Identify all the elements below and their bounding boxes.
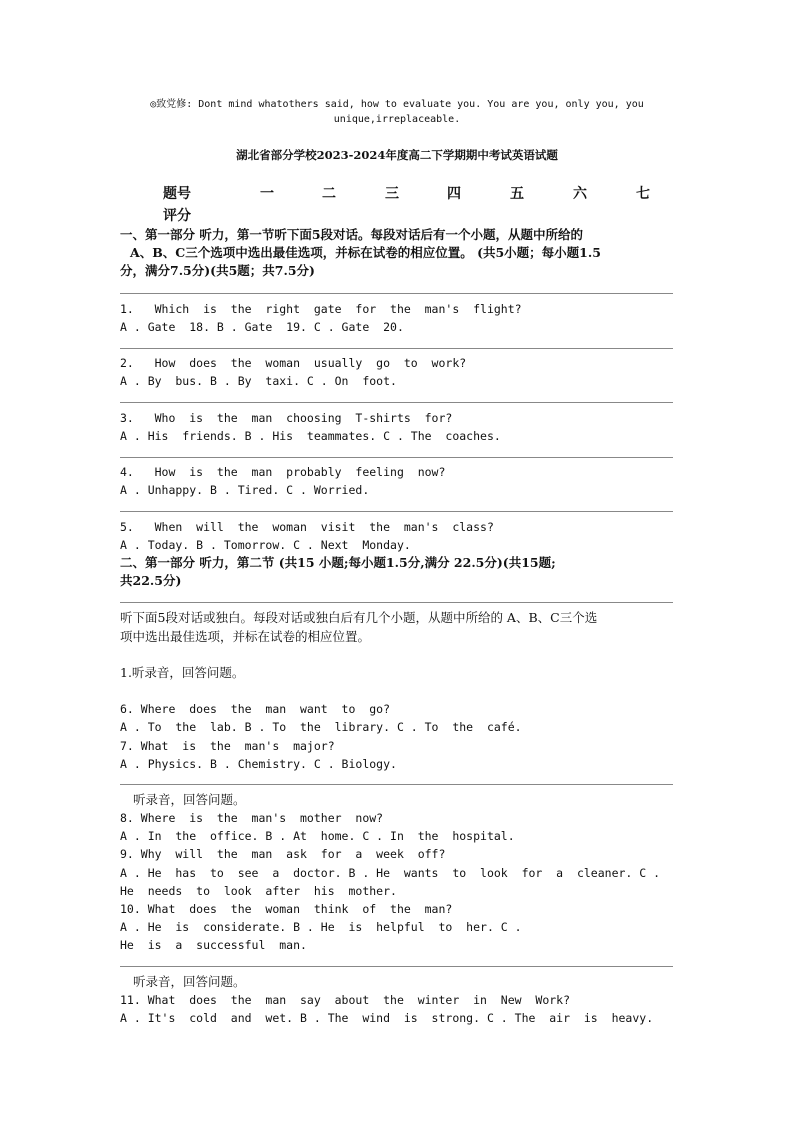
group2-line: He needs to look after his mother.: [120, 884, 397, 898]
section2-instruction-line1: 听下面5段对话或独白。每段对话或独白后有几个小题，从题中所给的 A、B、C三个选: [120, 610, 598, 625]
group2-line: 9. Why will the man ask for a week off?: [120, 847, 446, 861]
divider: [120, 602, 673, 603]
question-4: 4. How is the man probably feeling now?: [120, 465, 446, 479]
score-col-5: 五: [510, 186, 524, 202]
divider: [120, 457, 673, 458]
section1-heading-line3: 分，满分7.5分)(共5题；共7.5分): [120, 263, 315, 278]
score-col-1: 一: [260, 186, 274, 202]
score-table: [163, 183, 663, 203]
score-row-label: 评分: [163, 208, 191, 224]
group2-line: 10. What does the woman think of the man?: [120, 902, 453, 916]
question-6: 6. Where does the man want to go?: [120, 702, 391, 716]
score-col-6: 六: [573, 186, 587, 202]
group2-line: He is a successful man.: [120, 938, 307, 952]
section1-heading-line2: A、B、C三个选项中选出最佳选项，并标在试卷的相应位置。 (共5小题；每小题1.5: [130, 245, 601, 260]
question-3: 3. Who is the man choosing T-shirts for?: [120, 411, 453, 425]
score-col-7: 七: [636, 186, 650, 202]
group2-line: A . He has to see a doctor. B . He wants to look for a cleaner. C .: [120, 866, 661, 880]
question-5-options: A . Today. B . Tomorrow. C . Next Monday.: [120, 538, 411, 552]
question-2: 2. How does the woman usually go to work?: [120, 356, 467, 370]
section2-instruction-line2: 项中选出最佳选项，并标在试卷的相应位置。: [120, 629, 371, 644]
group2-line: A . He is considerate. B . He is helpful to her. C .: [120, 920, 522, 934]
group3-label: 听录音，回答问题。: [133, 974, 246, 989]
divider: [120, 784, 673, 785]
group3-line: 11. What does the man say about the winter in New Work?: [120, 993, 571, 1007]
question-7-options: A . Physics. B . Chemistry. C . Biology.: [120, 757, 397, 771]
score-col-2: 二: [322, 186, 336, 202]
page-title: 湖北省部分学校2023-2024年度高二下学期期中考试英语试题: [236, 148, 558, 162]
score-header-label: 题号: [163, 186, 191, 202]
group3-line: A . It's cold and wet. B . The wind is strong. C . The air is heavy.: [120, 1011, 654, 1025]
group2-line: 8. Where is the man's mother now?: [120, 811, 384, 825]
score-col-3: 三: [385, 186, 399, 202]
question-7: 7. What is the man's major?: [120, 739, 335, 753]
question-4-options: A . Unhappy. B . Tired. C . Worried.: [120, 483, 370, 497]
divider: [120, 966, 673, 967]
group1-label: 1.听录音，回答问题。: [120, 665, 245, 680]
section1-heading-line1: 一、第一部分 听力，第一节听下面5段对话。每段对话后有一个小题，从题中所给的: [120, 227, 584, 242]
question-5: 5. When will the woman visit the man's class?: [120, 520, 494, 534]
motto-line-1: ◎致党修: Dont mind whatothers said, how to evaluate you. You are you, only you, you: [150, 99, 644, 110]
motto-line-2: unique,irreplaceable.: [333, 114, 461, 125]
group2-line: A . In the office. B . At home. C . In the hospital.: [120, 829, 515, 843]
divider: [120, 293, 673, 294]
question-6-options: A . To the lab. B . To the library. C . To the café.: [120, 720, 522, 734]
section2-heading-line2: 共22.5分): [120, 573, 182, 588]
question-1: 1. Which is the right gate for the man's flight?: [120, 302, 522, 316]
score-col-4: 四: [447, 186, 461, 202]
question-1-options: A . Gate 18. B . Gate 19. C . Gate 20.: [120, 320, 404, 334]
group2-label: 听录音，回答问题。: [133, 792, 246, 807]
divider: [120, 348, 673, 349]
divider: [120, 511, 673, 512]
question-2-options: A . By bus. B . By taxi. C . On foot.: [120, 374, 397, 388]
question-3-options: A . His friends. B . His teammates. C . The coaches.: [120, 429, 501, 443]
section2-heading-line1: 二、第一部分 听力，第二节 (共15 小题;每小题1.5分,满分 22.5分)(共15题;: [120, 555, 556, 570]
divider: [120, 402, 673, 403]
